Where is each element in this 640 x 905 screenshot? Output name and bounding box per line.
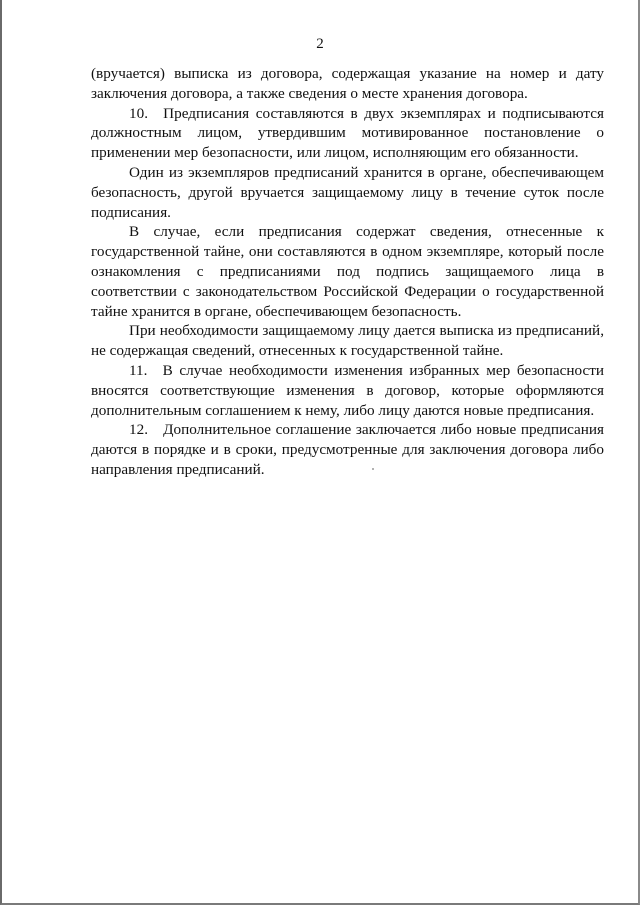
paragraph-copies: Один из экземпляров предписаний хранится в органе, обеспечивающем безопасность, другой вручается защищаемому лицу в течение суток после подписания.	[91, 163, 604, 221]
document-body	[91, 64, 604, 480]
paragraph-state-secret: В случае, если предписания содержат сведения, отнесенные к государственной тайне, они составляются в одном экземпляре, который после ознакомления с предписаниями под подпись защищаемого лица в соответствии с законодательством Российской Федерации о государственной тайне хранится в органе, обеспечивающем безопасность.	[91, 223, 604, 320]
paragraph-extract: При необходимости защищаемому лицу дается выписка из предписаний, не содержащая сведений, отнесенных к государственной тайне.	[91, 322, 604, 360]
page-number: 2	[316, 36, 324, 52]
paragraph-item-12: 12. Дополнительное соглашение заключается либо новые предписания даются в порядке и в сроки, предусмотренные для заключения договора либо направления предписаний.	[91, 421, 604, 478]
scan-speck	[372, 468, 374, 470]
paragraph-continuation: (вручается) выписка из договора, содержащая указание на номер и дату заключения договора, а также сведения о месте хранения договора.	[91, 65, 604, 102]
paragraph-item-10: 10. Предписания составляются в двух экземплярах и подписываются должностным лицом, утвердившим мотивированное постановление о применении мер безопасности, или лицом, исполняющим его обязанности.	[91, 104, 604, 162]
paragraph-item-11: 11. В случае необходимости изменения избранных мер безопасности вносятся соответствующие изменения в договор, которые оформляются дополнительным соглашением к нему, либо лицу даются новые предписания.	[91, 361, 604, 419]
